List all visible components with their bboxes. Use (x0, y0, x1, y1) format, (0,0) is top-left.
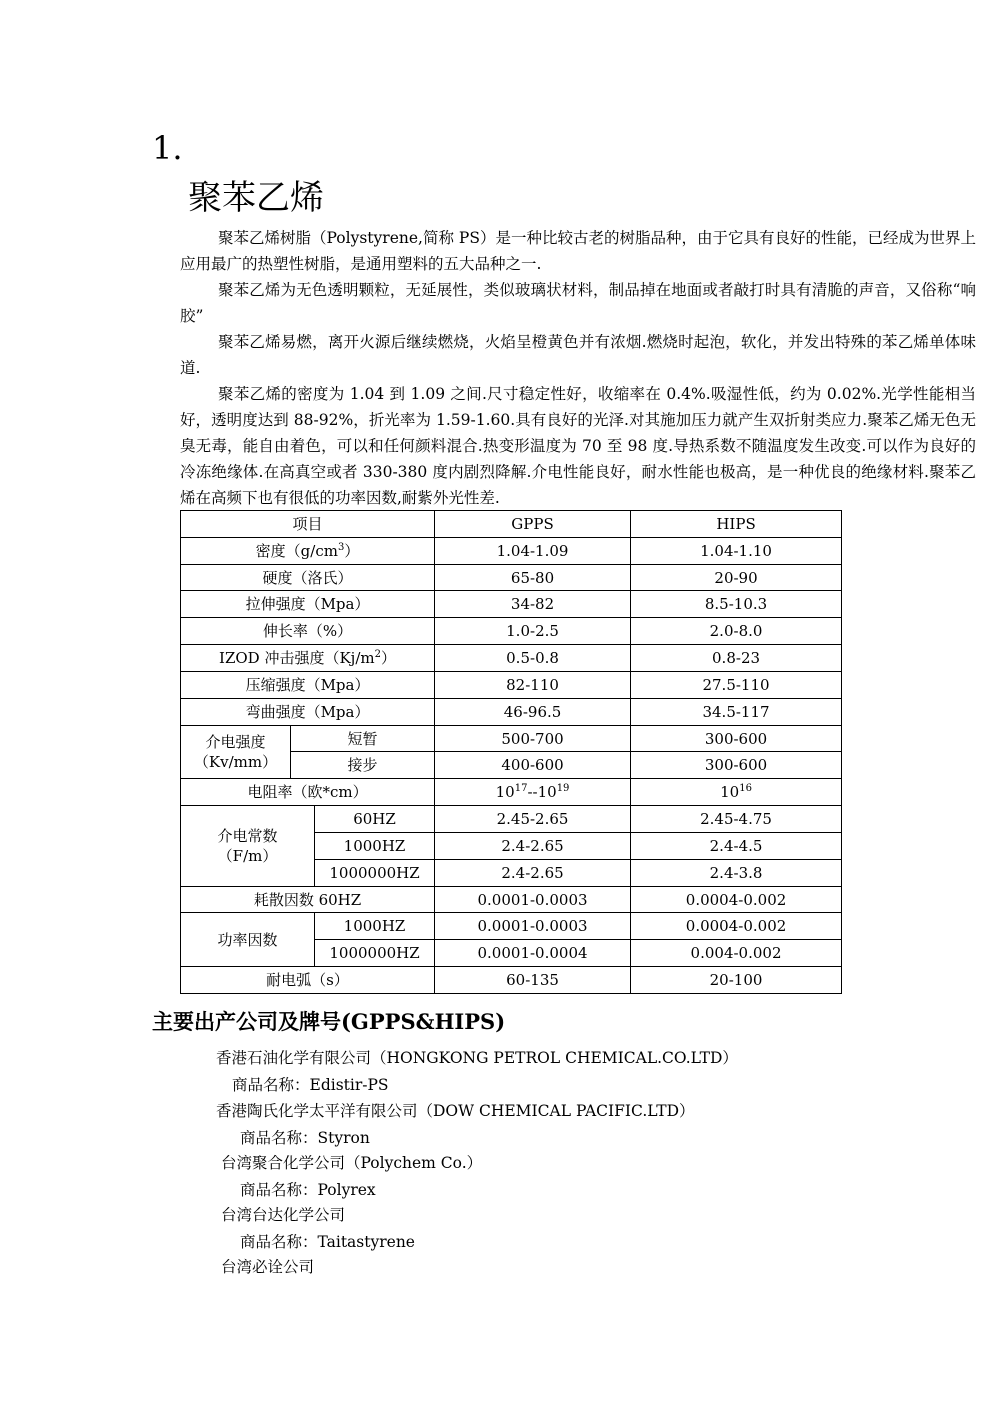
table-row (181, 886, 842, 913)
properties-table (180, 510, 842, 994)
paragraph: 聚苯乙烯为无色透明颗粒，无延展性，类似玻璃状材料，制品掉在地面或者敲打时具有清脆的声音，又俗称“响胶” (180, 281, 976, 325)
cell-gpps: 1.04-1.09 (435, 537, 631, 564)
section-number: 1. (152, 129, 183, 167)
paragraph: 聚苯乙烯树脂（Polystyrene,简称 PS）是一种比较古老的树脂品种，由于它具有良好的性能，已经成为世界上应用最广的热塑性树脂，是通用塑料的五大品种之一. (180, 229, 976, 273)
cell-hips: 20-90 (631, 564, 842, 591)
sub-label: 1000000HZ (315, 940, 435, 967)
table-row (181, 645, 842, 672)
brand-name: 商品名称：Styron (240, 1129, 370, 1147)
sub-label: 短暂 (291, 725, 435, 752)
paragraph: 聚苯乙烯的密度为 1.04 到 1.09 之间.尺寸稳定性好，收缩率在 0.4%.吸湿性低，约为 0.02%.光学性能相当好，透明度达到 88-92%，折光率为 1.59-1.60.具有良好的光泽.对其施加压力就产生双折射类应力.聚苯乙烯无色无臭无毒，能自由着色，可以和任何颜料混合.热变形温度为 70 至 98 度.导热系数不随温度发生改变.可以作为良好的冷冻绝缘体.在高真空或者 330-380 度内剧烈降解.介电性能良好，耐水性能也极高，是一种优良的绝缘材料.聚苯乙烯在高频下也有很低的功率因数,耐紫外光性差. (180, 385, 976, 507)
table-row (181, 698, 842, 725)
company-name: 香港陶氏化学太平洋有限公司（DOW CHEMICAL PACIFIC.LTD） (216, 1102, 695, 1120)
group-label: 功率因数 (181, 913, 315, 967)
company-name: 台湾必诠公司 (221, 1258, 315, 1276)
row-label: 电阻率（欧*cm） (181, 779, 435, 806)
row-label: 弯曲强度（Mpa） (181, 698, 435, 725)
section-heading: 主要出产公司及牌号(GPPS&HIPS) (152, 1009, 506, 1034)
cell-gpps: 400-600 (435, 752, 631, 779)
brand-name: 商品名称：Polyrex (240, 1181, 376, 1199)
company-name: 台湾台达化学公司 (221, 1206, 346, 1224)
cell-gpps: 2.4-2.65 (435, 832, 631, 859)
cell-gpps: 0.5-0.8 (435, 645, 631, 672)
cell-hips: $10^{16}$ (631, 779, 842, 806)
paragraph: 聚苯乙烯易燃，离开火源后继续燃烧，火焰呈橙黄色并有浓烟.燃烧时起泡，软化，并发出特殊的苯乙烯单体味道. (180, 333, 976, 377)
cell-hips: 300-600 (631, 725, 842, 752)
cell-gpps: 82-110 (435, 671, 631, 698)
table-row (181, 725, 842, 752)
row-label: 硬度（洛氏） (181, 564, 435, 591)
cell-gpps: 2.4-2.65 (435, 859, 631, 886)
cell-gpps: $10^{17}--10^{19}$ (435, 779, 631, 806)
table-row (181, 967, 842, 994)
cell-hips: 0.8-23 (631, 645, 842, 672)
group-label: 介电强度 （Kv/mm） (181, 725, 291, 779)
cell-gpps: 0.0001-0.0004 (435, 940, 631, 967)
row-label: IZOD 冲击强度$(Kj/m^2)$ (181, 645, 435, 672)
cell-gpps: 65-80 (435, 564, 631, 591)
row-label: 伸长率（%） (181, 618, 435, 645)
table-row (181, 913, 842, 940)
cell-hips: 2.4-4.5 (631, 832, 842, 859)
header-gpps: GPPS (435, 511, 631, 538)
group-label: 介电常数 （F/m） (181, 806, 315, 886)
table-row (181, 591, 842, 618)
row-label: 拉伸强度（Mpa） (181, 591, 435, 618)
cell-gpps: 500-700 (435, 725, 631, 752)
cell-hips: 27.5-110 (631, 671, 842, 698)
cell-hips: 0.0004-0.002 (631, 886, 842, 913)
cell-hips: 20-100 (631, 967, 842, 994)
page-title: 聚苯乙烯 (188, 178, 324, 218)
cell-hips: 2.0-8.0 (631, 618, 842, 645)
sub-label: 1000HZ (315, 832, 435, 859)
table-row (181, 618, 842, 645)
cell-gpps: 0.0001-0.0003 (435, 886, 631, 913)
header-hips: HIPS (631, 511, 842, 538)
row-label: 耗散因数 60HZ (181, 886, 435, 913)
sub-label: 接步 (291, 752, 435, 779)
cell-hips: 2.45-4.75 (631, 806, 842, 833)
table-row (181, 537, 842, 564)
cell-gpps: 1.0-2.5 (435, 618, 631, 645)
cell-hips: 8.5-10.3 (631, 591, 842, 618)
sub-label: 60HZ (315, 806, 435, 833)
cell-hips: 0.004-0.002 (631, 940, 842, 967)
cell-hips: 2.4-3.8 (631, 859, 842, 886)
row-label: 耐电弧（s） (181, 967, 435, 994)
cell-gpps: 0.0001-0.0003 (435, 913, 631, 940)
cell-hips: 0.0004-0.002 (631, 913, 842, 940)
company-name: 香港石油化学有限公司（HONGKONG PETROL CHEMICAL.CO.LTD） (216, 1049, 738, 1067)
company-name: 台湾聚合化学公司（Polychem Co.） (221, 1154, 483, 1172)
cell-hips: 300-600 (631, 752, 842, 779)
brand-name: 商品名称：Taitastyrene (240, 1233, 415, 1251)
intro-text (180, 225, 976, 511)
cell-gpps: 60-135 (435, 967, 631, 994)
sub-label: 1000000HZ (315, 859, 435, 886)
cell-gpps: 2.45-2.65 (435, 806, 631, 833)
table-row (181, 806, 842, 833)
cell-gpps: 46-96.5 (435, 698, 631, 725)
cell-gpps: 34-82 (435, 591, 631, 618)
row-label: 压缩强度（Mpa） (181, 671, 435, 698)
cell-hips: 1.04-1.10 (631, 537, 842, 564)
table-header-row (181, 511, 842, 538)
table-row (181, 671, 842, 698)
header-item: 项目 (181, 511, 435, 538)
sub-label: 1000HZ (315, 913, 435, 940)
row-label: 密度$(g/cm^3)$ (181, 537, 435, 564)
table-row (181, 779, 842, 806)
brand-name: 商品名称：Edistir-PS (232, 1076, 389, 1094)
cell-hips: 34.5-117 (631, 698, 842, 725)
table-row (181, 564, 842, 591)
